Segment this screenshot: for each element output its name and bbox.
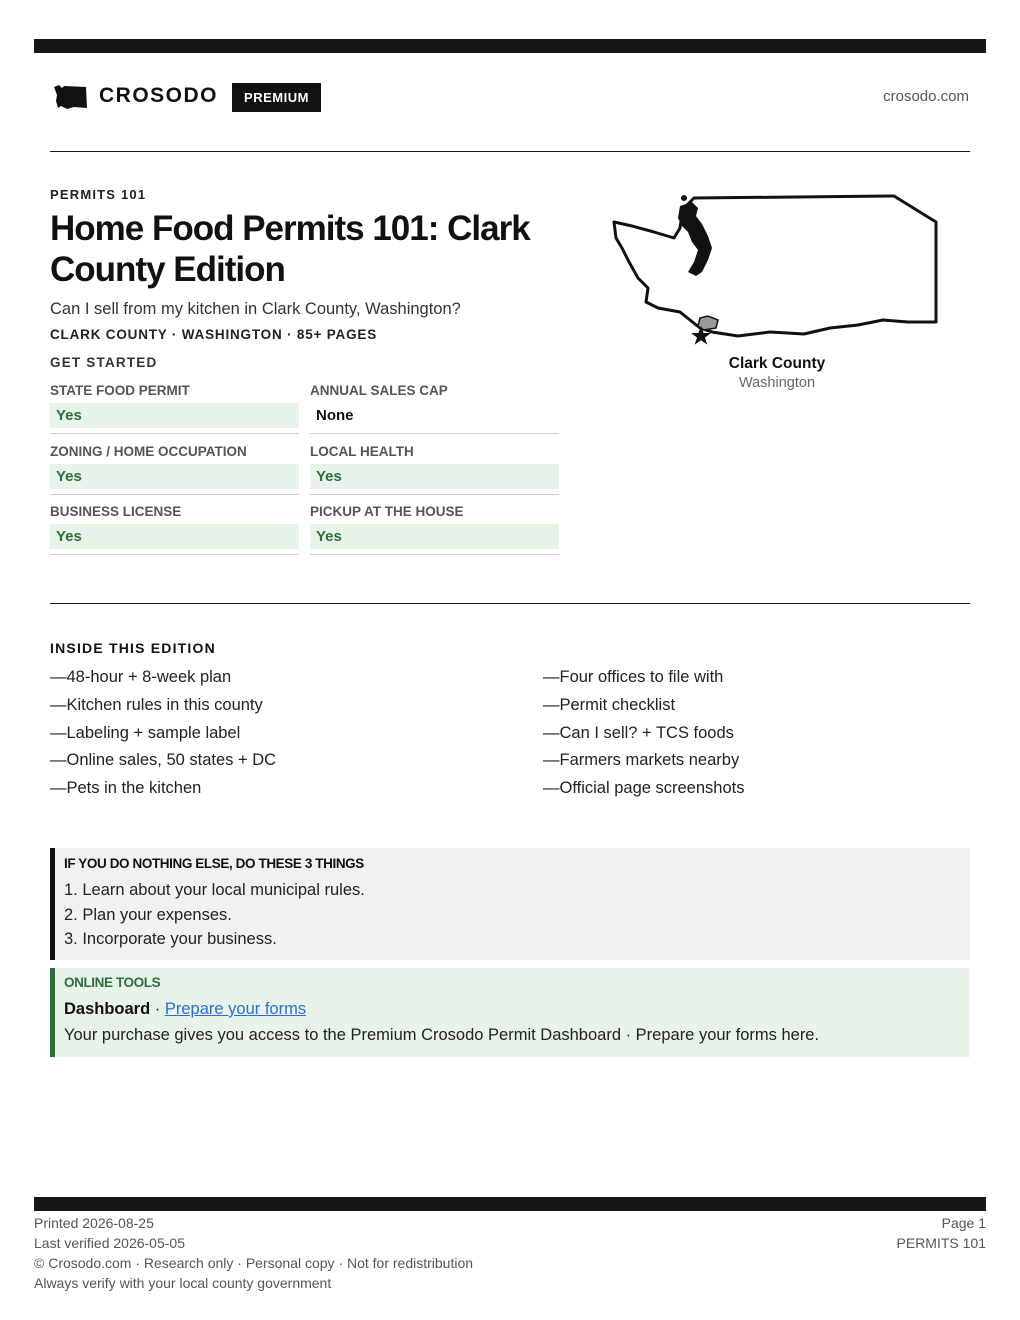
tools-heading: ONLINE TOOLS	[64, 975, 161, 990]
fact-value: Yes	[310, 464, 559, 489]
section-divider	[50, 603, 970, 604]
verified-date: Last verified 2026-05-05	[34, 1235, 185, 1251]
island-dot	[681, 195, 687, 201]
inside-edition-heading: INSIDE THIS EDITION	[50, 640, 216, 656]
list-item: —Online sales, 50 states + DC	[50, 751, 277, 770]
tools-dashboard-line	[64, 1000, 306, 1019]
callout-accent-bar	[50, 848, 55, 960]
get-started-heading: GET STARTED	[50, 355, 158, 370]
washington-state-icon	[52, 83, 88, 111]
fact-value: None	[316, 407, 354, 424]
callout-items	[64, 878, 365, 952]
brand-name: CROSODO	[99, 84, 219, 107]
page-title: Home Food Permits 101: Clark County Edition	[50, 209, 530, 289]
tools-accent-bar	[50, 968, 55, 1057]
edition-meta: CLARK COUNTY · WASHINGTON · 85+ PAGES	[50, 327, 378, 342]
callout-item: 3. Incorporate your business.	[64, 930, 277, 948]
top-bar	[34, 39, 986, 53]
fact-annual-sales-cap	[310, 383, 559, 434]
list-item: —Pets in the kitchen	[50, 779, 202, 798]
disclaimer: Always verify with your local county government	[34, 1275, 332, 1291]
printed-date: Printed 2026-08-25	[34, 1215, 154, 1231]
contents-list-left	[50, 664, 276, 803]
callout-heading: IF YOU DO NOTHING ELSE, DO THESE 3 THINGS	[64, 856, 364, 871]
fact-value: Yes	[50, 403, 299, 428]
state-outline	[614, 196, 936, 336]
fact-pickup	[310, 504, 559, 555]
list-item: —Kitchen rules in this county	[50, 695, 263, 714]
fact-state-food-permit	[50, 383, 299, 434]
section-eyebrow: PERMITS 101	[50, 187, 147, 202]
fact-zoning	[50, 444, 299, 495]
header-divider	[50, 151, 970, 152]
separator: ·	[150, 1000, 165, 1018]
callout-item: 2. Plan your expenses.	[64, 905, 232, 924]
map-caption	[677, 355, 877, 391]
dashboard-label: Dashboard	[64, 1000, 151, 1018]
fact-local-health	[310, 444, 559, 495]
copyright: © Crosodo.com · Research only · Personal copy · Not for redistribution	[34, 1255, 474, 1271]
puget-sound-islands	[678, 202, 712, 276]
washington-state-map	[608, 192, 946, 352]
prepare-forms-link[interactable]: Prepare your forms	[164, 1000, 307, 1018]
fact-label: BUSINESS LICENSE	[50, 504, 182, 519]
map-state-name: Washington	[738, 375, 816, 391]
fact-value: Yes	[50, 524, 299, 549]
fact-business-license	[50, 504, 299, 555]
tools-description: Your purchase gives you access to the Premium Crosodo Permit Dashboard · Prepare your forms here.	[64, 1026, 820, 1044]
fact-label: LOCAL HEALTH	[310, 444, 414, 459]
fact-label: STATE FOOD PERMIT	[50, 383, 190, 398]
subtitle-question: Can I sell from my kitchen in Clark County, Washington?	[50, 300, 461, 318]
callout-item: 1. Learn about your local municipal rules.	[64, 881, 365, 899]
fact-label: ZONING / HOME OCCUPATION	[50, 444, 247, 459]
list-item: —48-hour + 8-week plan	[50, 668, 232, 686]
list-item: —Labeling + sample label	[50, 723, 241, 742]
list-item: —Can I sell? + TCS foods	[543, 723, 734, 742]
footer-left	[34, 1213, 473, 1293]
list-item: —Official page screenshots	[543, 779, 745, 798]
online-tools-box	[50, 968, 970, 1057]
footer-section: PERMITS 101	[896, 1235, 986, 1251]
map-county-name: Clark County	[728, 355, 826, 372]
fact-label: PICKUP AT THE HOUSE	[310, 504, 464, 519]
list-item: —Four offices to file with	[543, 668, 724, 686]
fact-value: Yes	[50, 464, 299, 489]
footer-bar	[34, 1197, 986, 1211]
fact-label: ANNUAL SALES CAP	[310, 383, 448, 398]
list-item: —Permit checklist	[543, 695, 676, 714]
footer-right	[897, 1213, 986, 1253]
three-things-callout	[50, 848, 970, 960]
fact-value: Yes	[310, 524, 559, 549]
page-number: Page 1	[941, 1215, 986, 1231]
contents-list-right	[543, 664, 744, 803]
site-url[interactable]: crosodo.com	[883, 88, 969, 105]
premium-badge: PREMIUM	[232, 83, 321, 112]
list-item: —Farmers markets nearby	[543, 751, 740, 770]
